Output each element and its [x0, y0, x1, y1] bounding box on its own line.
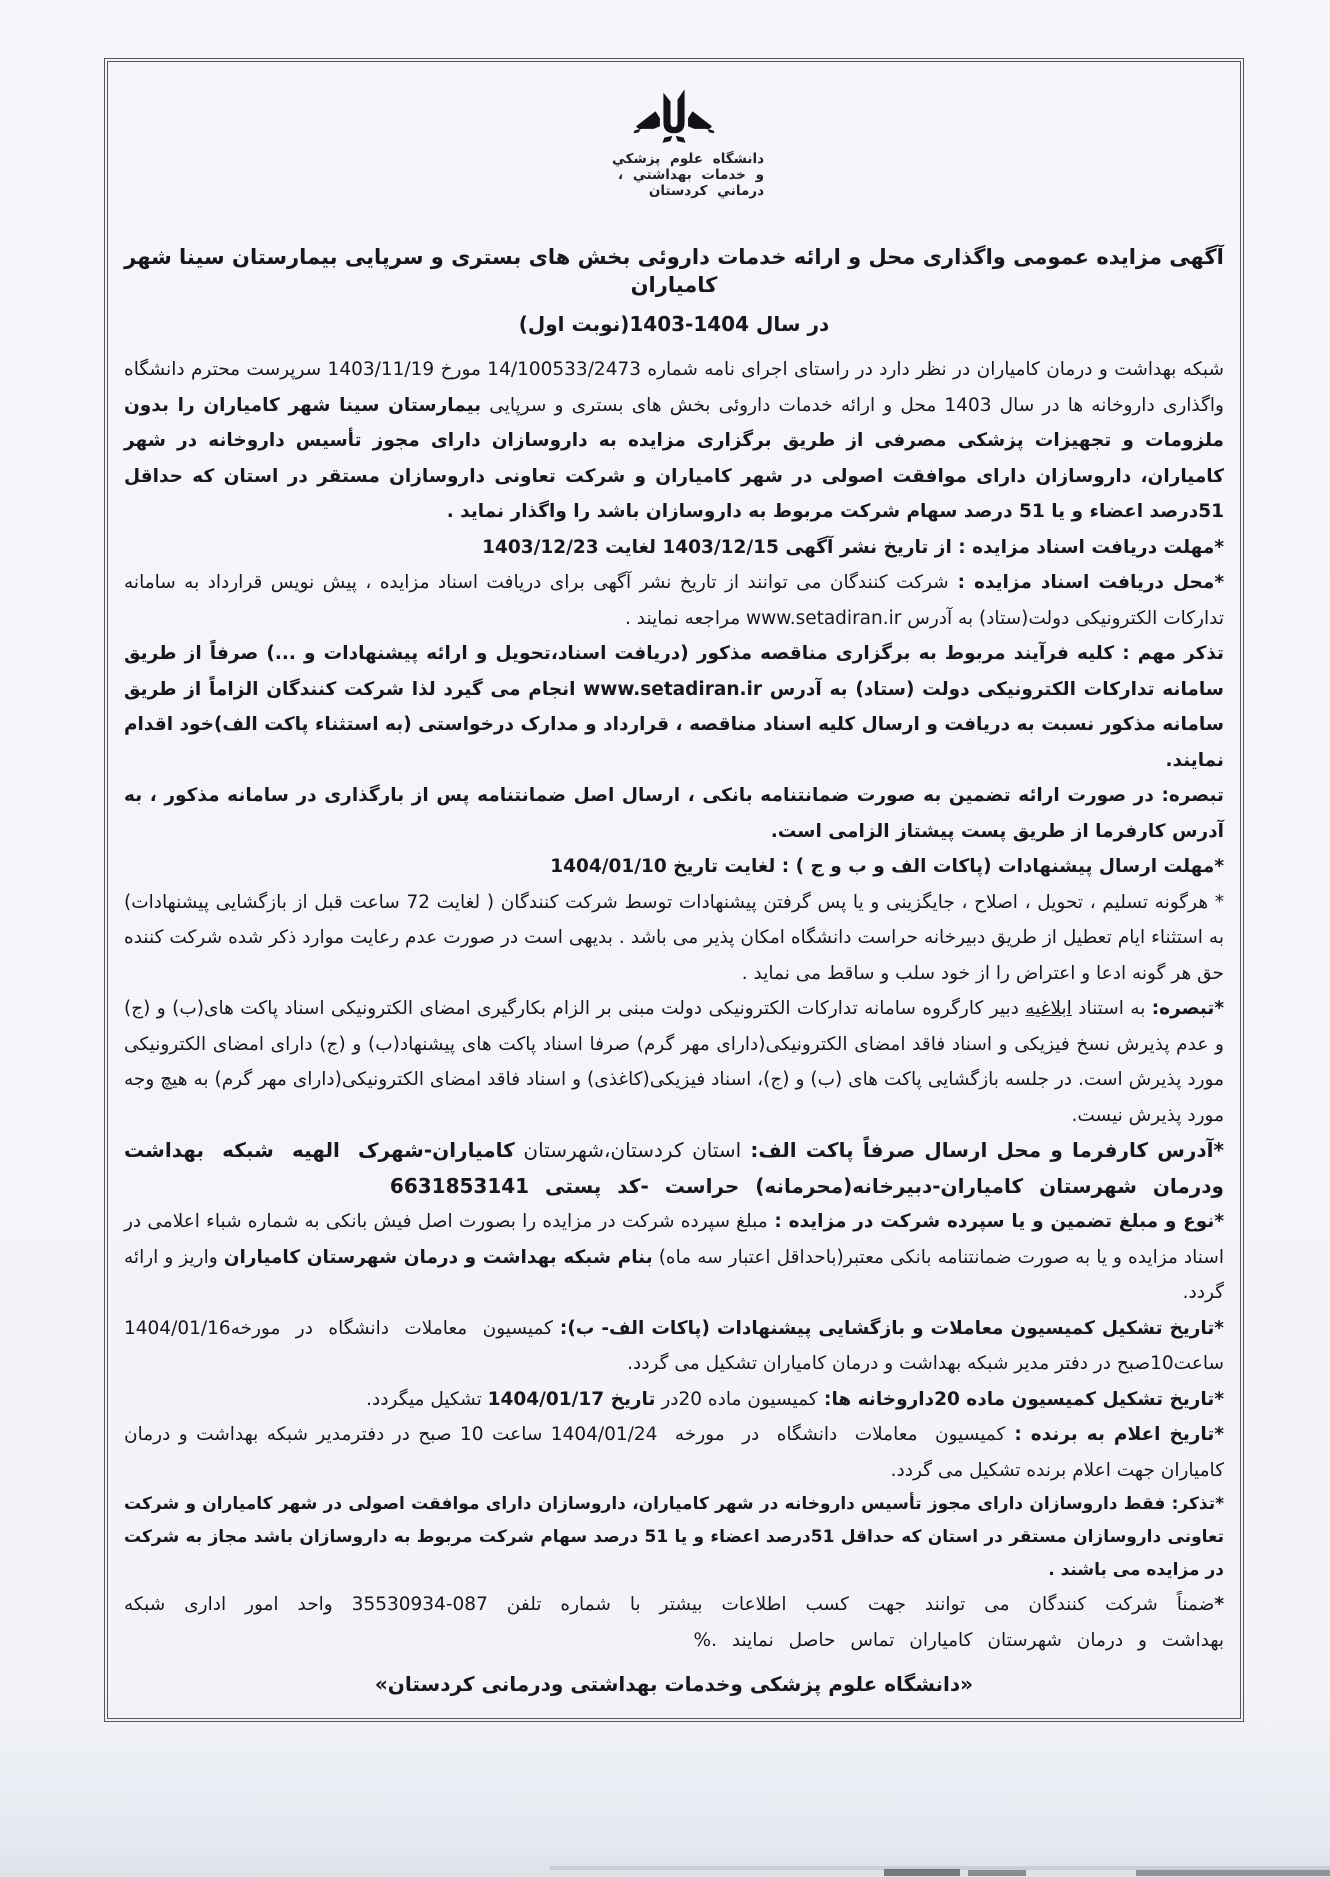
paragraph-article20-commission-date	[124, 1382, 1224, 1418]
scan-artifact	[884, 1869, 960, 1876]
organization-name-line: و خدمات بهداشتي ،	[618, 167, 764, 183]
text-segment: *نوع و مبلغ تضمین و یا سپرده شرکت در مزایده :	[767, 1211, 1224, 1232]
text-segment: مبلغ سپرده شرکت در مزایده را بصورت اصل فیش بانکی به شماره شباء اعلامی در اسناد مزایده و یا به صورت ضمانتنامه بانکی معتبر(باحداقل اعتبار سه ماه)	[124, 1211, 1224, 1268]
text-segment: *تذکر: فقط داروسازان دارای مجوز تأسیس داروخانه در شهر کامیاران، داروسازان دارای موافقت اصولی در شهر کامیاران و شرکت تعاونی داروسازان مستقر در استان که حداقل 51درصد اعضاء و یا 51 درصد سهام شرکت مربوط به داروسازان باشد مجاز به شرکت در مزایده می باشند .	[124, 1494, 1225, 1580]
paragraph-intro	[124, 352, 1224, 530]
text-segment: شرکت کنندگان می توانند از تاریخ نشر آگهی برای دریافت اسناد مزایده ، پیش نویس قرارداد به سامانه تدارکات الکترونیکی دولت(ستاد) به آدرس	[124, 572, 1224, 629]
tender-title-year: در سال 1404-1403(نوبت اول)	[518, 312, 830, 336]
text-segment: *آدرس کارفرما و محل ارسال صرفاً پاکت الف:	[741, 1138, 1224, 1162]
document-footer-org-name: «دانشگاه علوم پزشکی وخدمات بهداشتی ودرمانی کردستان»	[374, 1672, 974, 1696]
text-segment: مراجعه نمایند .	[625, 607, 746, 629]
text-segment: بیمارستان سینا شهر کامیاران	[203, 394, 482, 416]
text-segment: شبکه بهداشت و درمان کامیاران در نظر دارد در راستای اجرای نامه شماره 14/100533/2473 مورخ 1403/11/19 سرپرست محترم دانشگاه واگذاری داروخانه ها در سال 1403 محل و ارائه خدمات داروئی بخش های بستری و سرپایی	[124, 359, 1225, 416]
text-segment: به استناد	[1071, 998, 1152, 1019]
document-header	[124, 80, 1224, 199]
text-segment: تبصره: در صورت ارائه تضمین به صورت ضمانتنامه بانکی ، ارسال اصل ضمانتنامه پس از بارگذاری در سامانه مذکور ، به آدرس کارفرما از طریق پست پیشتاز الزامی است.	[124, 785, 1224, 842]
text-segment: *مهلت دریافت اسناد مزایده : از تاریخ نشر آگهی 1403/12/15 لغایت 1403/12/23	[482, 536, 1224, 558]
scan-artifact	[1136, 1870, 1330, 1876]
paragraph-commission-opening-date	[124, 1311, 1224, 1382]
text-segment: www.setadiran.ir	[583, 678, 763, 700]
document-body	[124, 352, 1224, 1658]
paragraph-esign-note	[124, 991, 1224, 1133]
text-segment: انجام می گیرد لذا شرکت کنندگان الزاماً از طریق سامانه مذکور نسبت به دریافت و ارسال کلیه اسناد مناقصه ، قرارداد و مدارک درخواستی (به استثناء پاکت الف)خود اقدام نمایند.	[124, 678, 1224, 771]
text-segment: *محل دریافت اسناد مزایده :	[948, 572, 1224, 593]
organization-name-line: دانشگاه علوم پزشكي	[612, 151, 764, 167]
text-segment: تذکر مهم : کلیه فرآیند مربوط به برگزاری مناقصه مذکور (دریافت اسناد،تحویل و ارائه پیشنهادات و ...) صرفاً از طریق سامانه تدارکات الکترونیکی دولت (ستاد) به آدرس	[124, 643, 1224, 700]
text-segment: ضمناً شرکت کنندگان می توانند جهت کسب اطلاعات بیشتر با شماره تلفن	[487, 1594, 1215, 1615]
text-segment: کامیاران-شهرک الهیه شبکه بهداشت ودرمان شهرستان کامیاران-دبیرخانه(محرمانه) حراست -کد پستی	[124, 1138, 1224, 1198]
text-segment: www.setadiran.ir	[746, 607, 902, 629]
text-segment: ملزومات و تجهیزات پزشکی مصرفی از طریق برگزاری مزایده به داروسازان دارای مجوز تأسیس داروخانه در شهر کامیاران، داروسازان دارای موافقت اصولی در شهر کامیاران و شرکت تعاونی داروسازان مستقر در استان که حداقل 51درصد اعضاء و یا 51 درصد سهام شرکت مربوط به داروسازان باشد را واگذار نماید .	[124, 430, 1224, 522]
text-segment: * هرگونه تسلیم ، تحویل ، اصلاح ، جایگزینی و یا پس گرفتن پیشنهادات توسط شرکت کنندگان ( لغایت 72 ساعت قبل از بازگشایی پیشنهادات) به استثناء ایام تعطیل از طریق دبیرخانه حراست دانشگاه امکان پذیر می باشد . بدیهی است در صورت عدم رعایت موارد ذکر شده شرکت کننده حق هر گونه ادعا و اعتراض را از خود سلب و ساقط می نماید .	[124, 891, 1224, 984]
paragraph-winner-announcement-date	[124, 1417, 1224, 1488]
text-segment: *تاریخ تشکیل کمیسیون ماده 20داروخانه ها:	[817, 1388, 1224, 1410]
paragraph-doc-receive-deadline	[124, 530, 1224, 566]
paragraph-employer-address	[124, 1133, 1224, 1204]
university-emblem-logo	[630, 80, 718, 146]
text-segment: واریز و ارائه گردد.	[124, 1246, 1224, 1303]
paragraph-eligibility-note	[124, 1488, 1224, 1587]
text-segment: دبیر کارگروه سامانه تدارکات الکترونیکی دولت مبنی بر الزام بکارگیری امضای الکترونیکی اسناد پاکت های(ب) و (ج) و عدم پذیرش نسخ فیزیکی و اسناد فاقد امضای الکترونیکی(دارای مهر گرم) صرفا اسناد پاکت های پیشنهاد(ب) و (ج) دارای امضای الکترونیکی مورد پذیرش است. در جلسه بازگشایی پاکت های (ب) و (ج)، اسناد فیزیکی(کاغذی) و اسناد فاقد امضای الکترونیکی(دارای مهر گرم) به هیچ وجه مورد پذیرش نیست.	[124, 998, 1224, 1126]
text-segment: ابلاغیه	[1025, 998, 1072, 1019]
paragraph-doc-receive-location	[124, 565, 1224, 636]
paragraph-deposit-info	[124, 1204, 1224, 1311]
text-segment: *	[1214, 1594, 1224, 1615]
text-segment: کمیسیون ماده 20در	[655, 1388, 818, 1410]
text-segment: ساعت 10 صبح در دفترمدیر شبکه بهداشت و درمان کامیاران جهت اعلام برنده تشکیل می گردد.	[124, 1424, 1224, 1481]
text-segment: تشکیل میگردد.	[366, 1388, 488, 1410]
text-segment: استان کردستان،شهرستان	[514, 1138, 742, 1162]
text-segment: ساعت10صبح در دفتر مدیر شبکه بهداشت و درمان کامیاران تشکیل می گردد.	[627, 1353, 1224, 1374]
organization-name-line: درماني كردستان	[648, 183, 764, 199]
text-segment: را بدون	[124, 394, 204, 416]
paragraph-important-note-setad	[124, 636, 1224, 778]
organization-name-block	[612, 151, 764, 199]
text-segment: *تاریخ اعلام به برنده :	[1005, 1424, 1224, 1445]
text-segment: بنام شبکه بهداشت و درمان شهرستان کامیاران	[223, 1246, 653, 1268]
text-segment: تاریخ 1404/01/17	[487, 1388, 656, 1410]
text-segment: 087-35530934	[351, 1594, 488, 1615]
paragraph-proposal-deadline	[124, 849, 1224, 885]
text-segment: 6631853141	[389, 1173, 530, 1198]
text-segment: کمیسیون معاملات دانشگاه در مورخه	[230, 1317, 553, 1339]
text-segment: *تاریخ تشکیل کمیسیون معاملات و بازگشایی پیشنهادات (پاکات الف- ب):	[552, 1317, 1224, 1339]
paragraph-submission-rules	[124, 885, 1224, 992]
paragraph-bank-guarantee-note	[124, 778, 1224, 849]
text-segment: کمیسیون معاملات دانشگاه در مورخه	[657, 1424, 1006, 1445]
text-segment: 1404/01/16	[124, 1317, 231, 1339]
scan-artifact	[968, 1870, 1026, 1876]
paragraph-contact-info	[124, 1587, 1224, 1658]
tender-title: آگهی مزایده عمومی واگذاری محل و ارائه خدمات داروئی بخش های بستری و سرپایی بیمارستان سینا شهر کامیاران	[124, 245, 1224, 297]
text-segment: *مهلت ارسال پیشنهادات (پاکات الف و ب و ج ) : لغایت تاریخ 1404/01/10	[550, 856, 1224, 877]
text-segment: 1404/01/24	[550, 1424, 658, 1445]
text-segment: *تبصره:	[1151, 998, 1225, 1019]
document-border-frame	[104, 58, 1244, 1722]
text-segment: واحد امور اداری شبکه بهداشت و درمان شهرستان کامیاران تماس حاصل نمایند .%	[124, 1594, 1224, 1651]
